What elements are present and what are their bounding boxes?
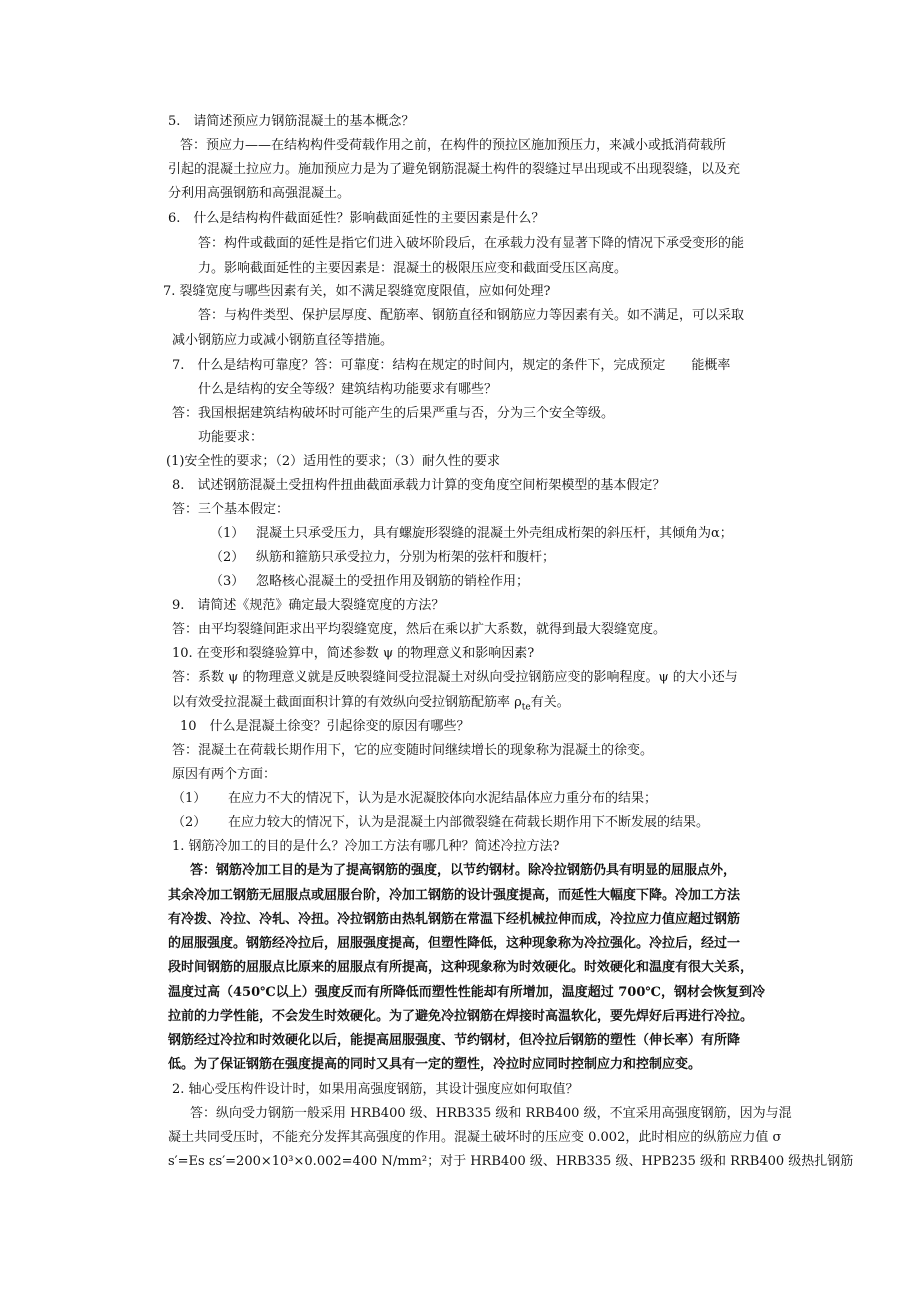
item-text: 忽略核心混凝土的受扭作用及钢筋的销栓作用； [256, 574, 530, 589]
answer-p1-line-3: 有冷拨、冷拉、冷轧、冷扭。冷拉钢筋由热轧钢筋在常温下经机械拉伸而成，冷拉应力值应超过钢筋 [168, 912, 741, 927]
question-10a: 10. 在变形和裂缝验算中，简述参数 ψ 的物理意义和影响因素? [172, 646, 535, 661]
answer-8-item-1 [210, 524, 733, 544]
answer-7b-line-2: 功能要求： [198, 430, 264, 445]
item-text: 混凝土只承受压力，具有螺旋形裂缝的混凝土外壳组成桁架的斜压杆，其倾角为α； [256, 526, 733, 541]
item-text: 纵筋和箍筋只承受拉力，分别为桁架的弦杆和腹杆； [256, 550, 556, 565]
question-7b-line-2: 什么是结构的安全等级？建筑结构功能要求有哪些？ [198, 382, 498, 397]
answer-7a-line-1: 答：与构件类型、保护层厚度、配筋率、钢筋直径和钢筋应力等因素有关。如不满足，可以采取 [198, 308, 745, 323]
answer-8-item-3 [210, 572, 529, 592]
question-8: 8. 试述钢筋混凝土受扭构件扭曲截面承载力计算的变角度空间桁架模型的基本假定？ [172, 478, 666, 493]
answer-10a-line-2 [172, 693, 570, 713]
answer-5-line-1: 答：预应力——在结构构件受荷载作用之前，在构件的预拉区施加预压力，来减小或抵消荷载所 [180, 138, 727, 153]
answer-6-line-1: 答：构件或截面的延性是指它们进入破坏阶段后，在承载力没有显著下降的情况下承受变形的能 [198, 236, 745, 251]
item-text: 在应力较大的情况下，认为是混凝土内部微裂缝在荷载长期作用下不断发展的结果。 [228, 815, 710, 830]
answer-10b-item-1 [172, 789, 657, 809]
answer-text-end: 有关。 [530, 695, 570, 710]
answer-9: 答：由平均裂缝间距求出平均裂缝宽度，然后在乘以扩大系数，就得到最大裂缝宽度。 [172, 622, 667, 637]
answer-p1-line-4: 的屈服强度。钢筋经冷拉后，屈服强度提高，但塑性降低，这种现象称为冷拉强化。冷拉后，经过一 [168, 936, 741, 951]
answer-p2-line-3: s′=Es εs′=200×10³×0.002=400 N/mm²；对于 HRB400 级、HRB335 级、HPB235 级和 RRB400 级热扎钢筋 [168, 1154, 854, 1169]
answer-10b-line-1: 答：混凝土在荷载长期作用下，它的应变随时间继续增长的现象称为混凝土的徐变。 [172, 743, 654, 758]
answer-7b-line-3: (1)安全性的要求；（2）适用性的要求；（3）耐久性的要求 [166, 454, 500, 469]
answer-p1-line-2: 其余冷加工钢筋无屈服点或屈服台阶，冷加工钢筋的设计强度提高，而延性大幅度下降。冷加工方法 [168, 888, 741, 903]
item-number: （1） [210, 526, 245, 541]
question-p1: 1. 钢筋冷加工的目的是什么？冷加工方法有哪几种？简述冷拉方法? [172, 839, 560, 854]
answer-8-item-2 [210, 548, 555, 568]
answer-5-line-3: 分利用高强钢筋和高强混凝土。 [168, 186, 351, 201]
answer-p1-line-1: 答：钢筋冷加工目的是为了提高钢筋的强度，以节约钢材。除冷拉钢筋仍具有明显的屈服点外， [190, 863, 737, 878]
answer-text: 以有效受拉混凝土截面面积计算的有效纵向受拉钢筋配筋率 ρ [172, 695, 522, 710]
question-10b: 10 什么是混凝土徐变？引起徐变的原因有哪些？ [180, 719, 470, 734]
answer-10b-item-2 [172, 813, 709, 833]
answer-p1-line-8: 钢筋经过冷拉和时效硬化以后，能提高屈服强度、节约钢材，但冷拉后钢筋的塑性（伸长率）有所降 [168, 1033, 741, 1048]
question-6: 6. 什么是结构构件截面延性？影响截面延性的主要因素是什么？ [168, 211, 545, 226]
question-5: 5. 请简述预应力钢筋混凝土的基本概念？ [168, 114, 415, 129]
question-7b-line-1: 7. 什么是结构可靠度？答：可靠度：结构在规定的时间内，规定的条件下，完成预定 能概率 [172, 358, 731, 373]
item-number: （2） [172, 815, 207, 830]
answer-p1-line-7: 拉前的力学性能，不会发生时效硬化。为了避免冷拉钢筋在焊接时高温软化，要先焊好后再进行冷拉。 [168, 1009, 754, 1024]
answer-10b-line-2: 原因有两个方面： [172, 767, 277, 782]
question-p2: 2. 轴心受压构件设计时，如果用高强度钢筋，其设计强度应如何取值？ [172, 1082, 579, 1097]
answer-10a-line-1: 答：系数 ψ 的物理意义就是反映裂缝间受拉混凝土对纵向受拉钢筋应变的影响程度。ψ 的大小还与 [172, 670, 738, 685]
subscript: te [521, 702, 531, 713]
answer-p1-line-6: 温度过高（450℃以上）强度反而有所降低而塑性性能却有所增加，温度超过 700℃，钢材会恢复到冷 [168, 985, 765, 1000]
answer-p1-line-9: 低。为了保证钢筋在强度提高的同时又具有一定的塑性，冷拉时应同时控制应力和控制应变。 [168, 1057, 702, 1072]
item-number: （3） [210, 574, 245, 589]
answer-p2-line-2: 凝土共同受压时，不能充分发挥其高强度的作用。混凝土破坏时的压应变 0.002，此时相应的纵筋应力值 σ [168, 1130, 782, 1145]
answer-5-line-2: 引起的混凝土拉应力。施加预应力是为了避免钢筋混凝土构件的裂缝过早出现或不出现裂缝，以及充 [168, 162, 741, 177]
answer-8-intro: 答：三个基本假定： [172, 502, 290, 517]
item-number: （2） [210, 550, 245, 565]
answer-6-line-2: 力。影响截面延性的主要因素是：混凝土的极限压应变和截面受压区高度。 [198, 261, 628, 276]
answer-7b-line-1: 答：我国根据建筑结构破坏时可能产生的后果严重与否，分为三个安全等级。 [172, 406, 615, 421]
question-9: 9. 请简述《规范》确定最大裂缝宽度的方法？ [172, 598, 445, 613]
question-7a: 7. 裂缝宽度与哪些因素有关，如不满足裂缝宽度限值，应如何处理? [163, 284, 551, 299]
answer-p1-line-5: 段时间钢筋的屈服点比原来的屈服点有所提高，这种现象称为时效硬化。时效硬化和温度有很大关系， [168, 960, 754, 975]
answer-p2-line-1: 答：纵向受力钢筋一般采用 HRB400 级、HRB335 级和 RRB400 级，不宜采用高强度钢筋，因为与混 [190, 1106, 792, 1121]
item-text: 在应力不大的情况下，认为是水泥凝胶体向水泥结晶体应力重分布的结果； [228, 791, 658, 806]
item-number: （1） [172, 791, 207, 806]
answer-7a-line-2: 减小钢筋应力或减小钢筋直径等措施。 [172, 333, 394, 348]
